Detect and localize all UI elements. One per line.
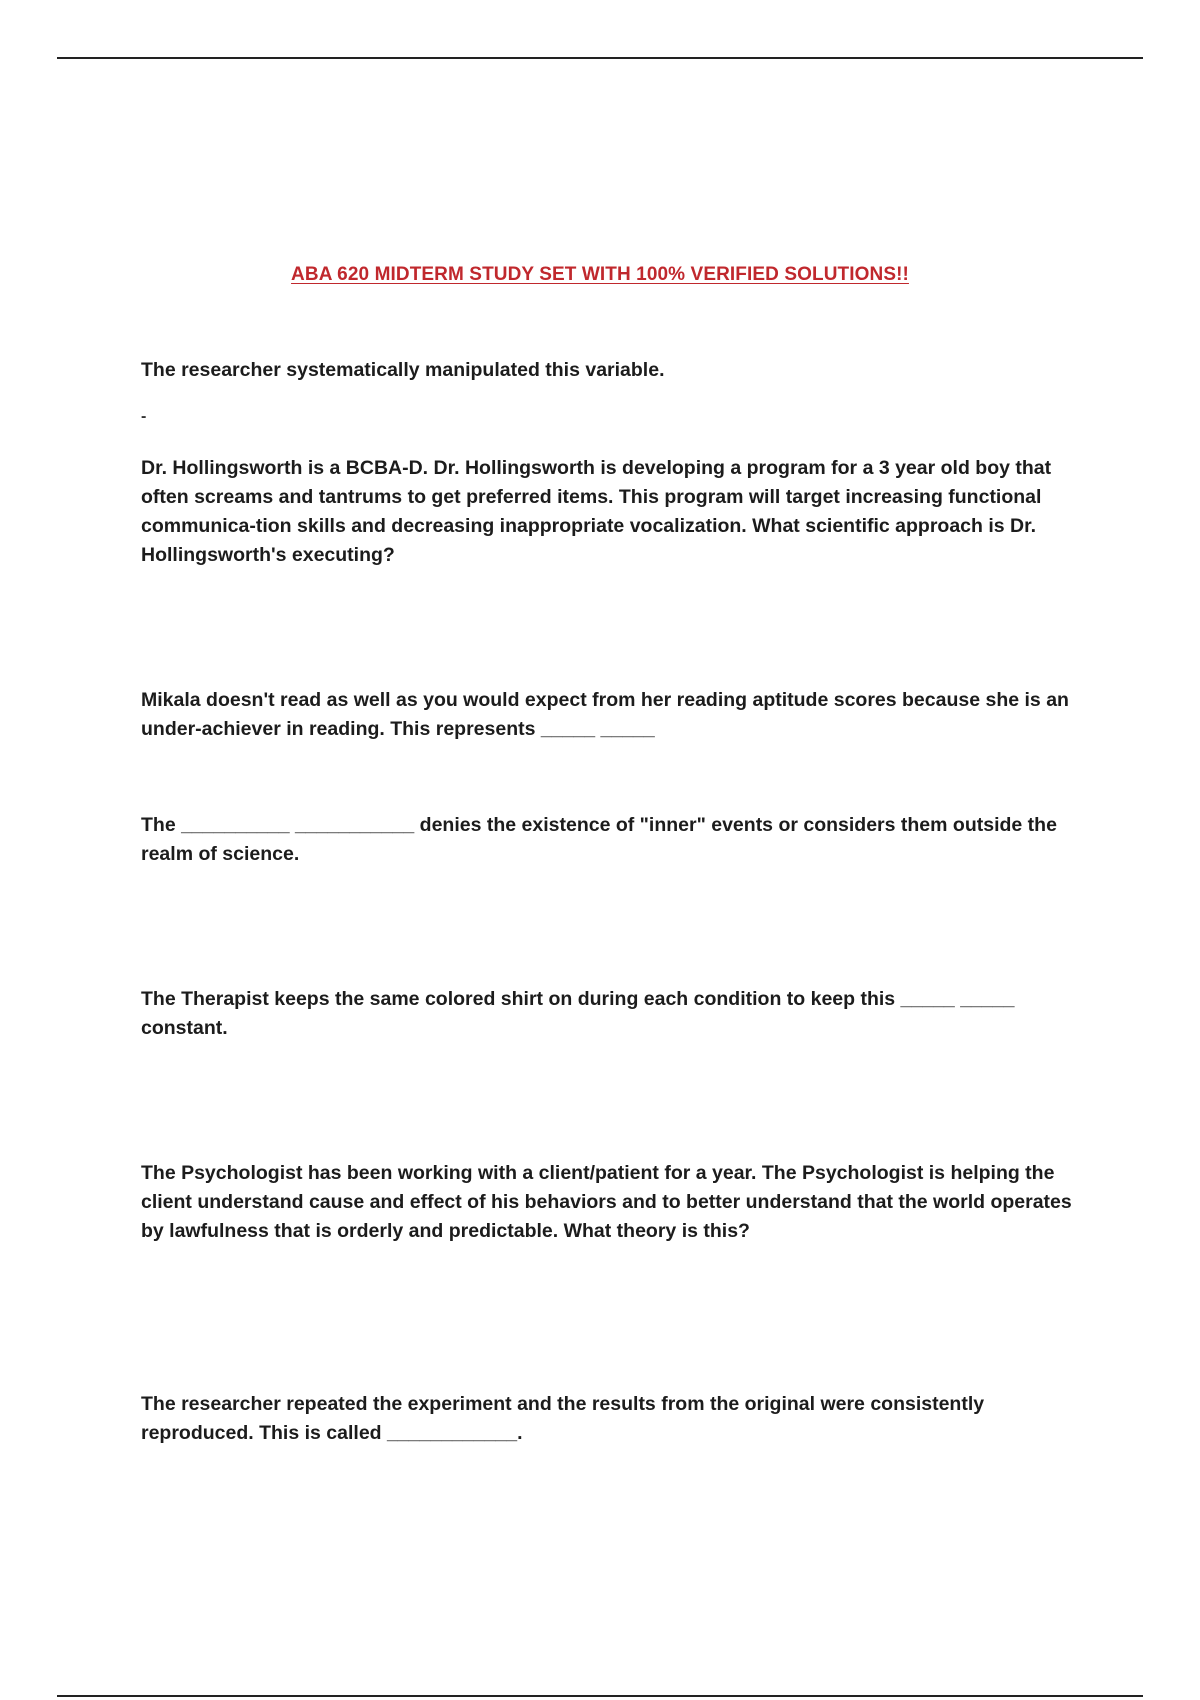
- question-4: The __________ ___________ denies the existence of "inner" events or considers them outside the realm of science.: [141, 814, 1057, 865]
- document-title: ABA 620 MIDTERM STUDY SET WITH 100% VERIFIED SOLUTIONS!!: [291, 264, 909, 285]
- question-7: The researcher repeated the experiment and the results from the original were consistently reproduced. This is called ____________.: [141, 1393, 985, 1444]
- question-3: Mikala doesn't read as well as you would expect from her reading aptitude scores because she is an under-achiever in reading. This represents _____ _____: [141, 689, 1069, 740]
- answer-separator: -: [141, 408, 147, 425]
- bottom-rule: [57, 1695, 1143, 1697]
- question-2: Dr. Hollingsworth is a BCBA-D. Dr. Hollingsworth is developing a program for a 3 year old boy that often screams and tantrums to get preferred items. This program will target increasing functional communica-tion skills and decreasing inappropriate vocalization. What scientific approach is Dr. Hollingsworth's executing?: [141, 457, 1052, 566]
- top-rule: [57, 57, 1143, 59]
- question-1: The researcher systematically manipulated this variable.: [141, 359, 665, 381]
- question-6: The Psychologist has been working with a client/patient for a year. The Psychologist is helping the client understand cause and effect of his behaviors and to better understand that the world operates by lawfulness that is orderly and predictable. What theory is this?: [141, 1162, 1072, 1242]
- question-5: The Therapist keeps the same colored shirt on during each condition to keep this _____ _____ constant.: [141, 988, 1015, 1039]
